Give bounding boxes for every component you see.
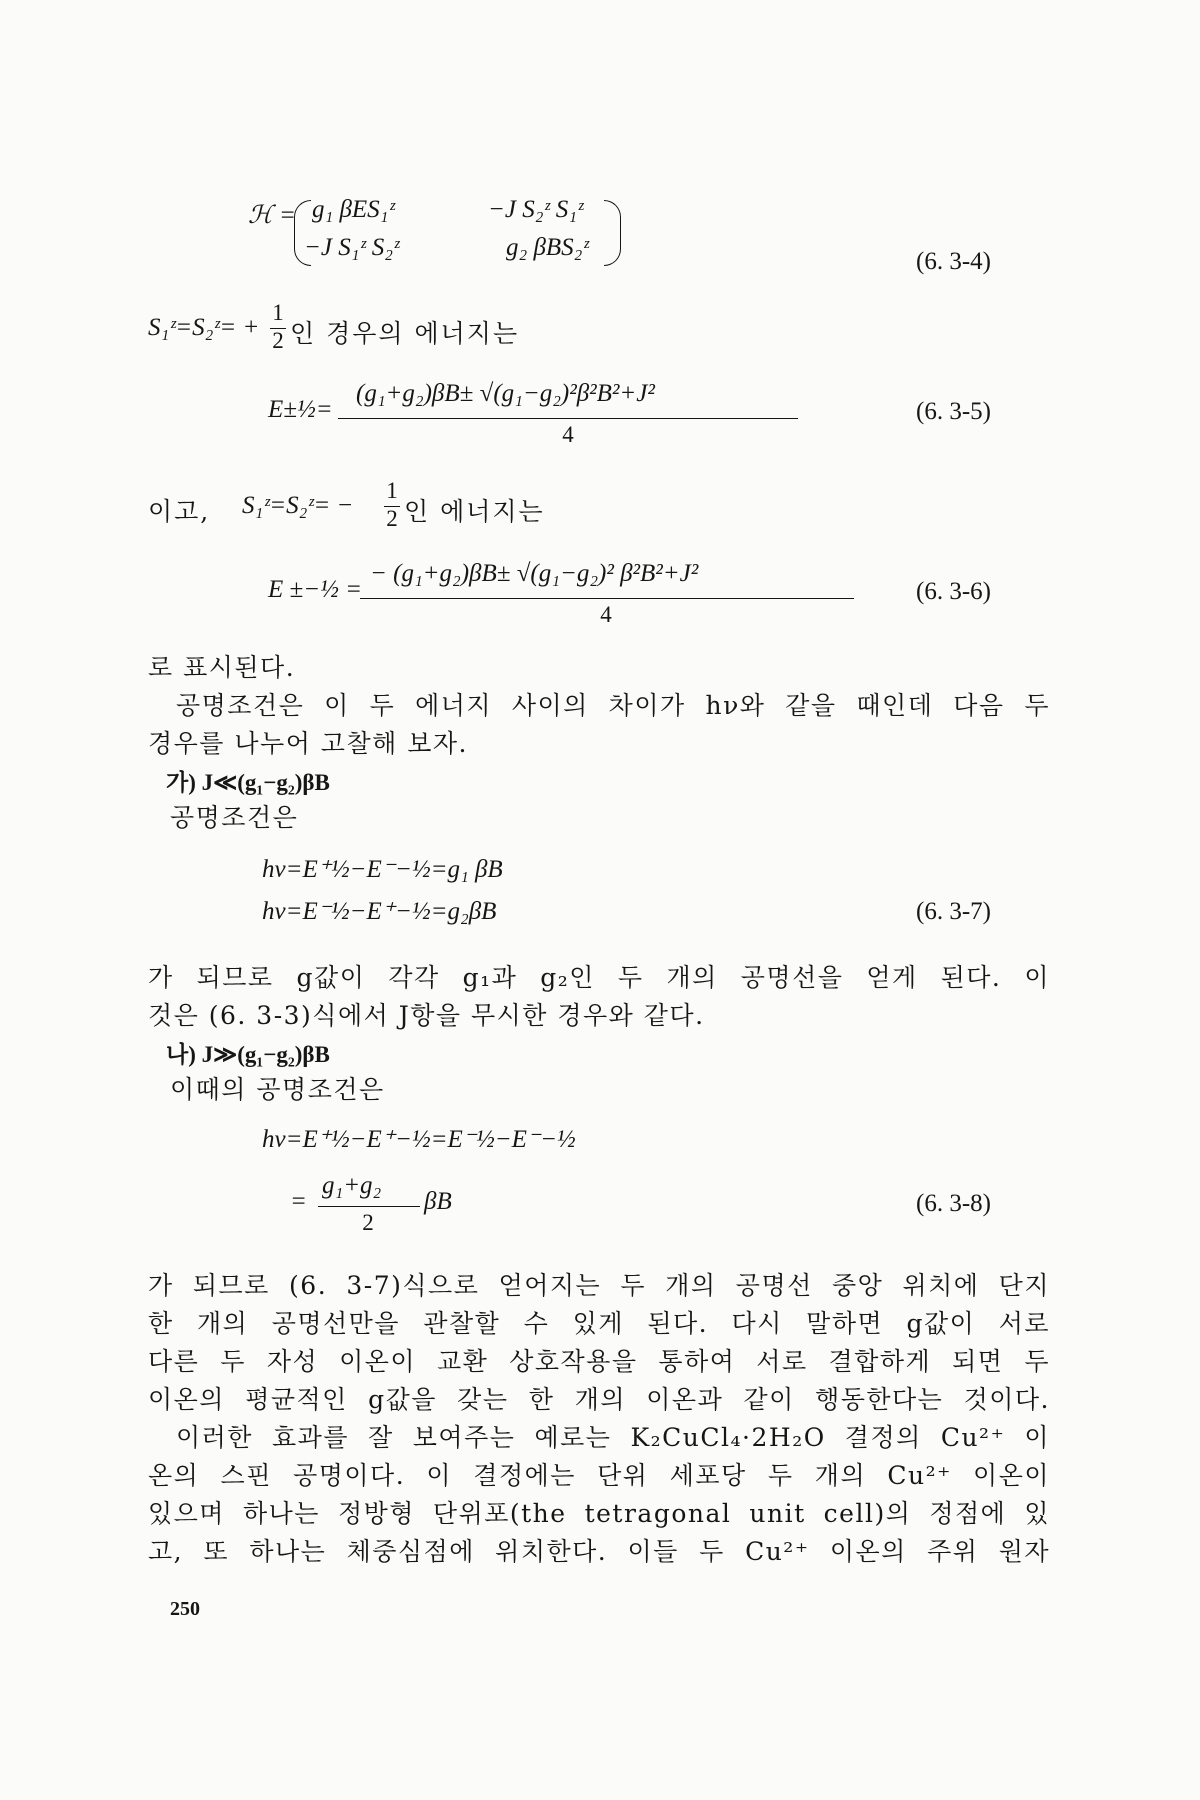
fraction-bar	[360, 598, 854, 599]
matrix-r2c1: −J S₁ᶻ S₂ᶻ	[304, 234, 399, 261]
equals-sign: =	[290, 1188, 307, 1215]
half-denominator: 2	[386, 506, 398, 531]
paragraph-line: 공명조건은 이 두 에너지 사이의 차이가 hν와 같을 때인데 다음 두	[176, 691, 1050, 720]
equation-number: (6. 3-7)	[916, 898, 991, 925]
half-denominator: 2	[272, 328, 284, 353]
paragraph-line: 한 개의 공명선만을 관찰할 수 있게 된다. 다시 말하면 g값이 서로	[148, 1309, 1050, 1338]
paragraph-line: 로 표시된다.	[148, 653, 296, 682]
case-a-heading: 가) J≪(g₁−g₂)βB	[166, 770, 330, 795]
half-numerator: 1	[272, 300, 284, 325]
paragraph-line: 있으며 하나는 정방형 단위포(the tetragonal unit cell)의 정점에 있	[148, 1499, 1050, 1528]
paragraph-line: 공명조건은	[170, 803, 299, 832]
matrix-right-bracket	[604, 200, 621, 266]
paragraph-line: 이때의 공명조건은	[170, 1075, 385, 1104]
equation-number: (6. 3-6)	[916, 578, 991, 605]
average-g-denominator: 2	[362, 1210, 374, 1235]
paragraph-line: 온의 스핀 공명이다. 이 결정에는 단위 세포당 두 개의 Cu²⁺ 이온이	[148, 1461, 1050, 1490]
paragraph-line: 이러한 효과를 잘 보여주는 예로는 K₂CuCl₄·2H₂O 결정의 Cu²⁺ 이	[176, 1423, 1050, 1452]
case-prefix: 이고,	[148, 497, 211, 526]
energy-denominator: 4	[600, 602, 612, 627]
paragraph-line: 것은 (6. 3-3)식에서 J항을 무시한 경우와 같다.	[148, 1001, 705, 1030]
matrix-r1c2: −J S₂ᶻ S₁ᶻ	[488, 196, 583, 223]
page-number: 250	[170, 1598, 200, 1620]
equation-number: (6. 3-5)	[916, 398, 991, 425]
average-g-numerator: g₁+g₂	[322, 1172, 382, 1199]
energy-lhs: E ±−½ =	[268, 576, 362, 603]
resonance-line-2: hν=E⁻½−E⁺−½=g₂βB	[262, 898, 497, 925]
half-numerator: 1	[386, 478, 398, 503]
energy-denominator: 4	[562, 422, 574, 447]
paragraph-line: 가 되므로 (6. 3-7)식으로 얻어지는 두 개의 공명선 중앙 위치에 단지	[148, 1271, 1050, 1300]
paragraph-line: 가 되므로 g값이 각각 g₁과 g₂인 두 개의 공명선을 얻게 된다. 이	[148, 963, 1050, 992]
matrix-r2c2: g₂ βBS₂ᶻ	[506, 234, 589, 261]
fraction-bar	[338, 418, 798, 419]
fraction-bar	[318, 1206, 420, 1207]
energy-lhs: E±½=	[268, 396, 333, 423]
energy-numerator: − (g₁+g₂)βB± √(g₁−g₂)² β²B²+J²	[370, 560, 699, 587]
paragraph-line: 고, 또 하나는 체중심점에 위치한다. 이들 두 Cu²⁺ 이온의 주위 원자	[148, 1537, 1050, 1566]
beta-b: βB	[424, 1188, 452, 1215]
spin-condition: S₁ᶻ=S₂ᶻ= +	[148, 314, 260, 341]
resonance-line-1: hν=E⁺½−E⁺−½=E⁻½−E⁻−½	[262, 1126, 576, 1153]
matrix-r1c1: g₁ βES₁ᶻ	[312, 196, 395, 223]
paragraph-line: 다른 두 자성 이온이 교환 상호작용을 통하여 서로 결합하게 되면 두	[148, 1347, 1050, 1376]
equation-number: (6. 3-4)	[916, 248, 991, 275]
paragraph-line: 경우를 나누어 고찰해 보자.	[148, 729, 468, 758]
energy-numerator: (g₁+g₂)βB± √(g₁−g₂)²β²B²+J²	[356, 380, 655, 407]
spin-condition: S₁ᶻ=S₂ᶻ= −	[242, 492, 354, 519]
case-text: 인 에너지는	[404, 497, 545, 526]
case-b-heading: 나) J≫(g₁−g₂)βB	[166, 1042, 330, 1067]
resonance-line-1: hν=E⁺½−E⁻−½=g₁ βB	[262, 856, 503, 883]
case-text: 인 경우의 에너지는	[290, 319, 520, 348]
paragraph-line: 이온의 평균적인 g값을 갖는 한 개의 이온과 같이 행동한다는 것이다.	[148, 1385, 1050, 1414]
hamiltonian-lhs: ℋ =	[248, 202, 296, 229]
equation-number: (6. 3-8)	[916, 1190, 991, 1217]
